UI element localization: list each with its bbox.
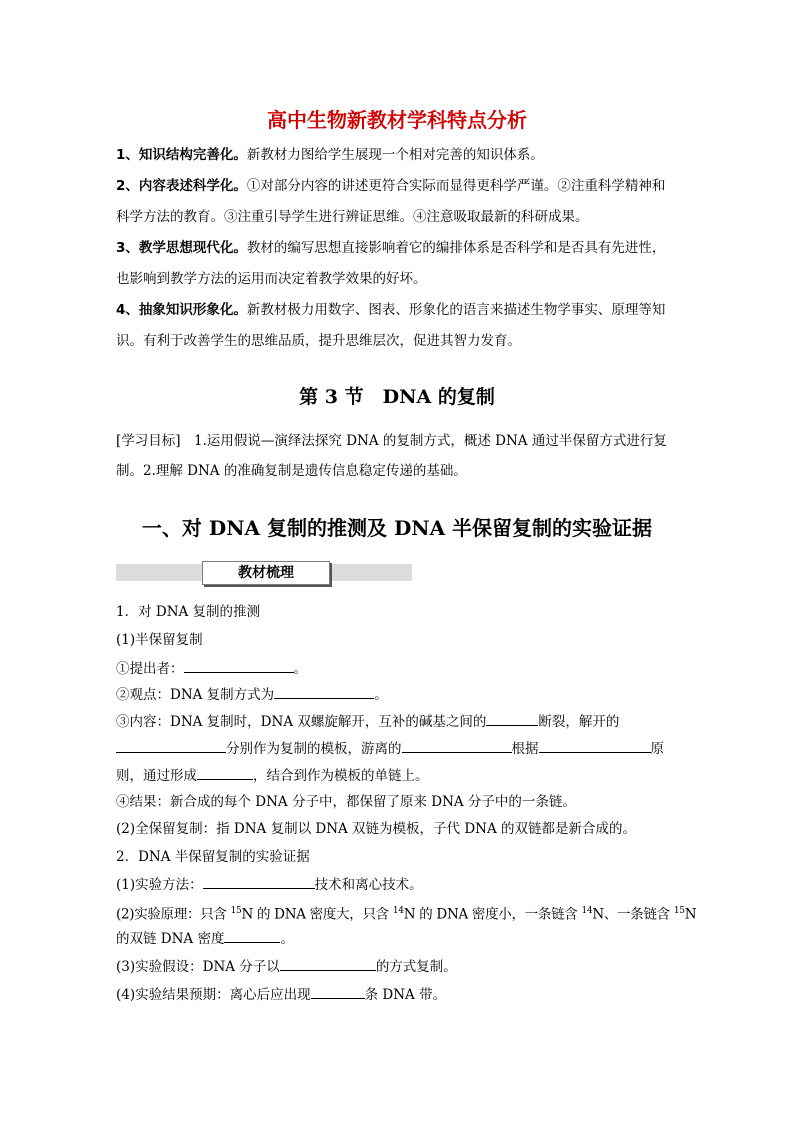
fill-blank[interactable] [197, 765, 253, 780]
feature-body: 教材的编写思想直接影响着它的编排体系是否科学和是否具有先进性，也影响到教学方法的运用而决定着教学效果的好坏。 [116, 240, 666, 287]
fill-blank[interactable] [203, 874, 315, 889]
fill-blank[interactable] [116, 738, 226, 753]
fill-blank[interactable] [274, 684, 374, 699]
outline-line: 则，通过形成 ，结合到作为模板的单链上。 [116, 765, 678, 786]
feature-head: 2、内容表述科学化。 [116, 178, 247, 194]
feature-body: 新教材极力用数字、图表、形象化的语言来描述生物学事实、原理等知识。有利于改善学生的思维品质，提升思维层次，促进其智力发育。 [116, 302, 666, 349]
page-title: 高中生物新教材学科特点分析 [267, 108, 527, 132]
fill-blank[interactable] [539, 738, 651, 753]
outline-line: ④结果：新合成的每个 DNA 分子中，都保留了原来 DNA 分子中的一条链。 [116, 794, 576, 810]
feature-paragraph-1 [116, 140, 678, 171]
feature-head: 3、教学思想现代化。 [116, 240, 247, 256]
learning-goals: [学习目标] 1.运用假说—演绎法探究 DNA 的复制方式，概述 DNA 通过半保留方式进行复制。2.理解 DNA 的准确复制是遗传信息稳定传递的基础。 [116, 433, 667, 479]
outline-line: (2)实验原理：只含 $^{15}$N 的 DNA 密度大，只含 $^{14}$N 的 DNA 密度小，一条链含 $^{14}$N、一条链含 $^{15}$N [116, 906, 697, 923]
feature-body: ①对部分内容的讲述更符合实际而显得更科学严谨。②注重科学精神和科学方法的教育。③注重引导学生进行辨证思维。④注意吸取最新的科研成果。 [116, 178, 666, 225]
outline-line: (4)实验结果预期：离心后应出现 条 DNA 带。 [116, 984, 678, 1005]
part-heading: 一、对 DNA 复制的推测及 DNA 半保留复制的实验证据 [141, 516, 653, 540]
section-tag: 教材梳理 [202, 561, 330, 585]
feature-paragraph-3 [116, 233, 678, 295]
fill-blank[interactable] [486, 711, 538, 726]
fill-blank[interactable] [184, 658, 294, 673]
outline-line: ①提出者： 。 [116, 658, 678, 679]
fill-blank[interactable] [402, 738, 512, 753]
fill-blank[interactable] [311, 984, 365, 999]
outline-line: 1．对 DNA 复制的推测 [116, 604, 261, 620]
outline-line: (1)实验方法： 技术和离心技术。 [116, 874, 678, 895]
outline-line: ②观点：DNA 复制方式为 。 [116, 684, 678, 705]
feature-body: 新教材力图给学生展现一个相对完善的知识体系。 [246, 147, 544, 163]
outline-line: (2)全保留复制：指 DNA 复制以 DNA 双链为模板，子代 DNA 的双链都是新合成的。 [116, 821, 637, 837]
fill-blank[interactable] [280, 956, 376, 971]
feature-head: 1、知识结构完善化。 [116, 147, 247, 163]
section-title: 第 3 节 DNA 的复制 [299, 386, 495, 408]
outline-line: 2．DNA 半保留复制的实验证据 [116, 849, 310, 865]
outline-line: ③内容：DNA 复制时，DNA 双螺旋解开，互补的碱基之间的 断裂，解开的 [116, 711, 678, 732]
feature-paragraph-4 [116, 295, 678, 357]
outline-line: (1)半保留复制 [116, 632, 203, 648]
fill-blank[interactable] [224, 928, 280, 943]
outline-line: 的双链 DNA 密度 。 [116, 928, 678, 949]
feature-head: 4、抽象知识形象化。 [116, 302, 247, 318]
feature-paragraph-2 [116, 171, 678, 233]
outline-line: (3)实验假设：DNA 分子以 的方式复制。 [116, 956, 678, 977]
outline-line: 分别作为复制的模板，游离的 根据 原 [116, 738, 678, 759]
